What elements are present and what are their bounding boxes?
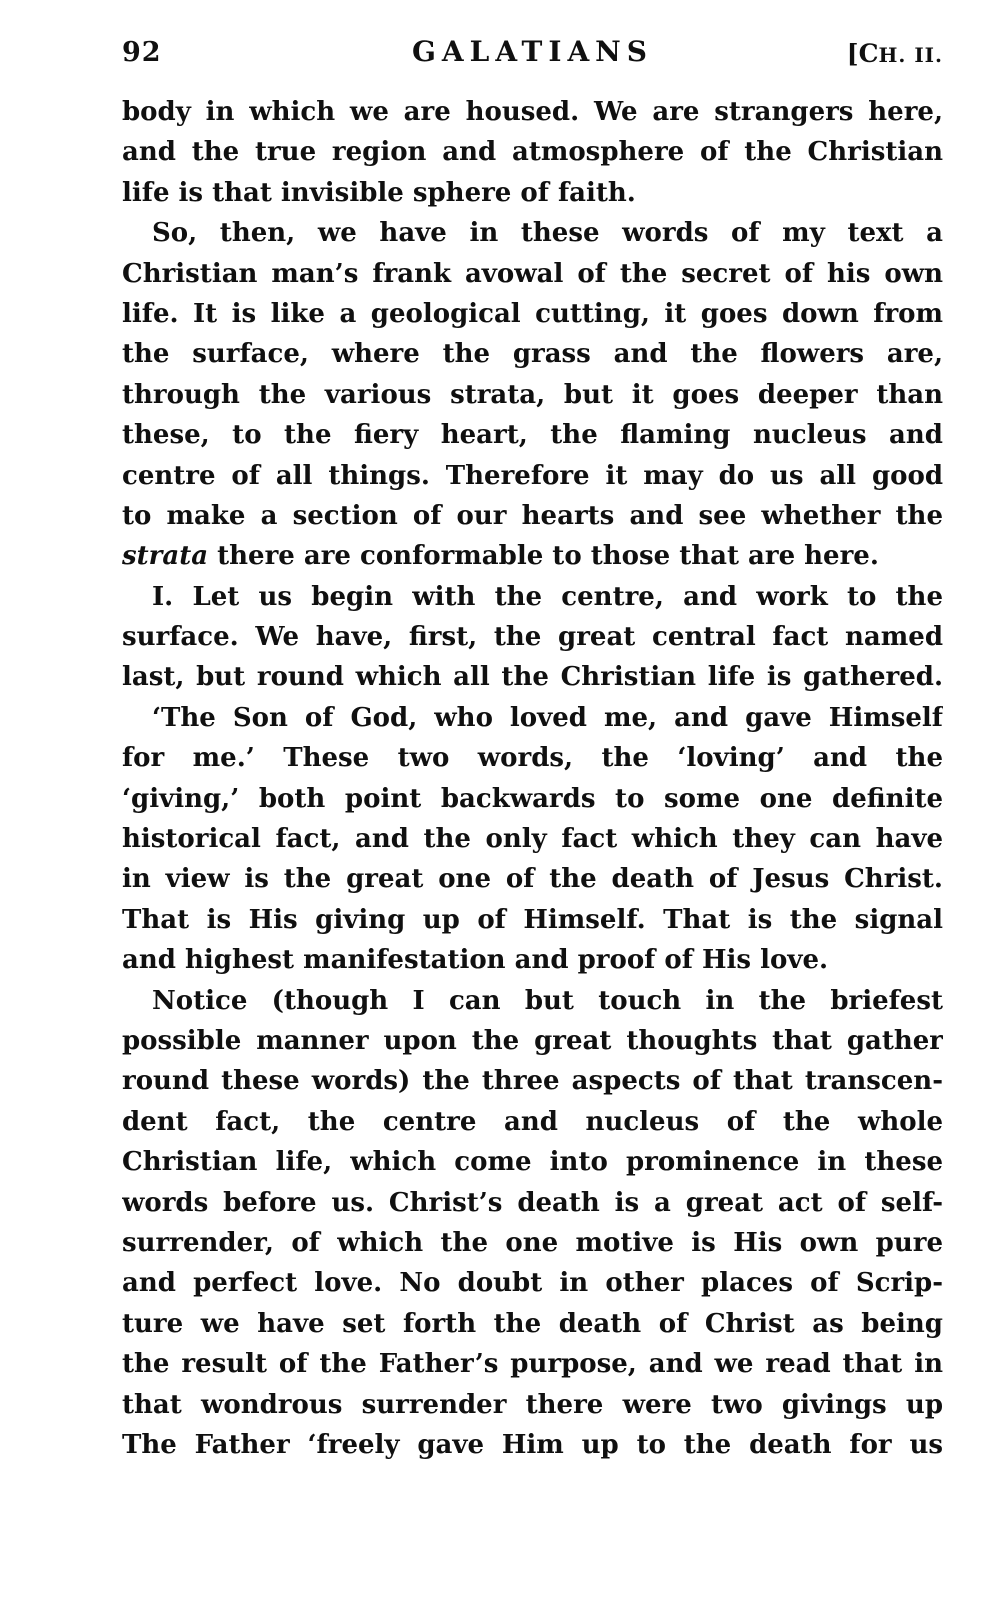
text-line xyxy=(122,334,943,374)
text-line xyxy=(122,698,943,738)
text-line xyxy=(122,1385,943,1425)
text-segment: in view is the great one of the death of Jesus Christ. xyxy=(122,864,943,895)
text-segment: ‘giving,’ both point backwards to some one definite xyxy=(122,783,943,814)
text-line xyxy=(122,213,943,253)
text-segment: through the various strata, but it goes deeper than xyxy=(122,379,943,410)
text-segment: and the true region and atmosphere of the Christian xyxy=(122,137,943,168)
text-line xyxy=(122,92,943,132)
text-segment: these, to the fiery heart, the flaming nucleus and xyxy=(122,420,943,451)
chapter-ref-segment: H. xyxy=(878,43,915,67)
text-segment: I. Let us begin with the centre, and work to the xyxy=(152,581,943,612)
text-line xyxy=(122,1344,943,1384)
text-segment: life. It is like a geological cutting, it goes down from xyxy=(122,298,943,329)
text-line xyxy=(122,1183,943,1223)
paragraph xyxy=(122,698,943,981)
text-segment: to make a section of our hearts and see whether the xyxy=(122,500,943,531)
text-segment: Notice (though I can but touch in the briefest xyxy=(152,985,943,1016)
text-segment: there are conformable to those that are here. xyxy=(208,541,879,572)
text-segment: life is that invisible sphere of faith. xyxy=(122,177,636,208)
text-segment: and highest manifestation and proof of His love. xyxy=(122,945,829,976)
text-segment: round these words) the three aspects of that transcen- xyxy=(122,1066,943,1097)
page-header xyxy=(122,26,943,68)
text-line xyxy=(122,294,943,334)
text-line xyxy=(122,536,943,576)
text-segment: dent fact, the centre and nucleus of the whole xyxy=(122,1106,943,1137)
text-segment: and perfect love. No doubt in other places of Scrip- xyxy=(122,1268,943,1299)
text-segment: last, but round which all the Christian life is gathered. xyxy=(122,662,943,693)
text-segment: the result of the Father’s purpose, and we read that in xyxy=(122,1349,943,1380)
text-line xyxy=(122,1263,943,1303)
text-segment: words before us. Christ’s death is a great act of self- xyxy=(122,1187,943,1218)
text-segment: ture we have set forth the death of Christ as being xyxy=(122,1308,943,1339)
text-line xyxy=(122,496,943,536)
text-line xyxy=(122,415,943,455)
text-segment: the surface, where the grass and the flowers are, xyxy=(122,339,943,370)
text-line xyxy=(122,819,943,859)
text-line xyxy=(122,1425,943,1465)
text-segment: So, then, we have in these words of my text a xyxy=(152,218,943,249)
text-line xyxy=(122,1021,943,1061)
page-title: GALATIANS xyxy=(412,35,653,68)
text-segment: for me.’ These two words, the ‘loving’ and the xyxy=(122,743,943,774)
italic-text: strata xyxy=(122,541,209,572)
text-line xyxy=(122,1304,943,1344)
text-line xyxy=(122,981,943,1021)
text-line xyxy=(122,254,943,294)
text-line xyxy=(122,940,943,980)
text-line xyxy=(122,859,943,899)
text-segment: centre of all things. Therefore it may do us all good xyxy=(122,460,943,491)
text-segment: surrender, of which the one motive is His own pure xyxy=(122,1227,943,1258)
text-line xyxy=(122,577,943,617)
chapter-ref-segment: [C xyxy=(846,39,879,68)
text-line xyxy=(122,173,943,213)
paragraph xyxy=(122,213,943,577)
paragraph xyxy=(122,981,943,1466)
paragraph xyxy=(122,577,943,698)
page-number: 92 xyxy=(122,37,162,68)
text-line xyxy=(122,375,943,415)
paragraph xyxy=(122,92,943,213)
text-segment: Christian life, which come into prominence in these xyxy=(122,1147,943,1178)
text-line xyxy=(122,1102,943,1142)
text-segment: That is His giving up of Himself. That is the signal xyxy=(122,904,943,935)
text-line xyxy=(122,1223,943,1263)
text-line xyxy=(122,456,943,496)
text-segment: ‘The Son of God, who loved me, and gave Himself xyxy=(152,702,943,733)
body-text xyxy=(122,92,943,1465)
chapter-ref xyxy=(847,39,943,68)
text-line xyxy=(122,779,943,819)
text-line xyxy=(122,657,943,697)
chapter-ref-segment: II. xyxy=(914,43,943,67)
text-line xyxy=(122,617,943,657)
text-line xyxy=(122,132,943,172)
text-segment: body in which we are housed. We are strangers here, xyxy=(122,97,943,127)
text-segment: historical fact, and the only fact which they can have xyxy=(122,824,943,855)
text-segment: possible manner upon the great thoughts that gather xyxy=(122,1025,943,1056)
text-line xyxy=(122,900,943,940)
text-segment: Christian man’s frank avowal of the secret of his own xyxy=(122,258,943,289)
text-segment: surface. We have, first, the great central fact named xyxy=(122,622,943,653)
text-line xyxy=(122,1061,943,1101)
text-line xyxy=(122,738,943,778)
text-segment: that wondrous surrender there were two givings up xyxy=(122,1389,943,1420)
text-line xyxy=(122,1142,943,1182)
text-segment: The Father ‘freely gave Him up to the death for us xyxy=(122,1429,943,1460)
